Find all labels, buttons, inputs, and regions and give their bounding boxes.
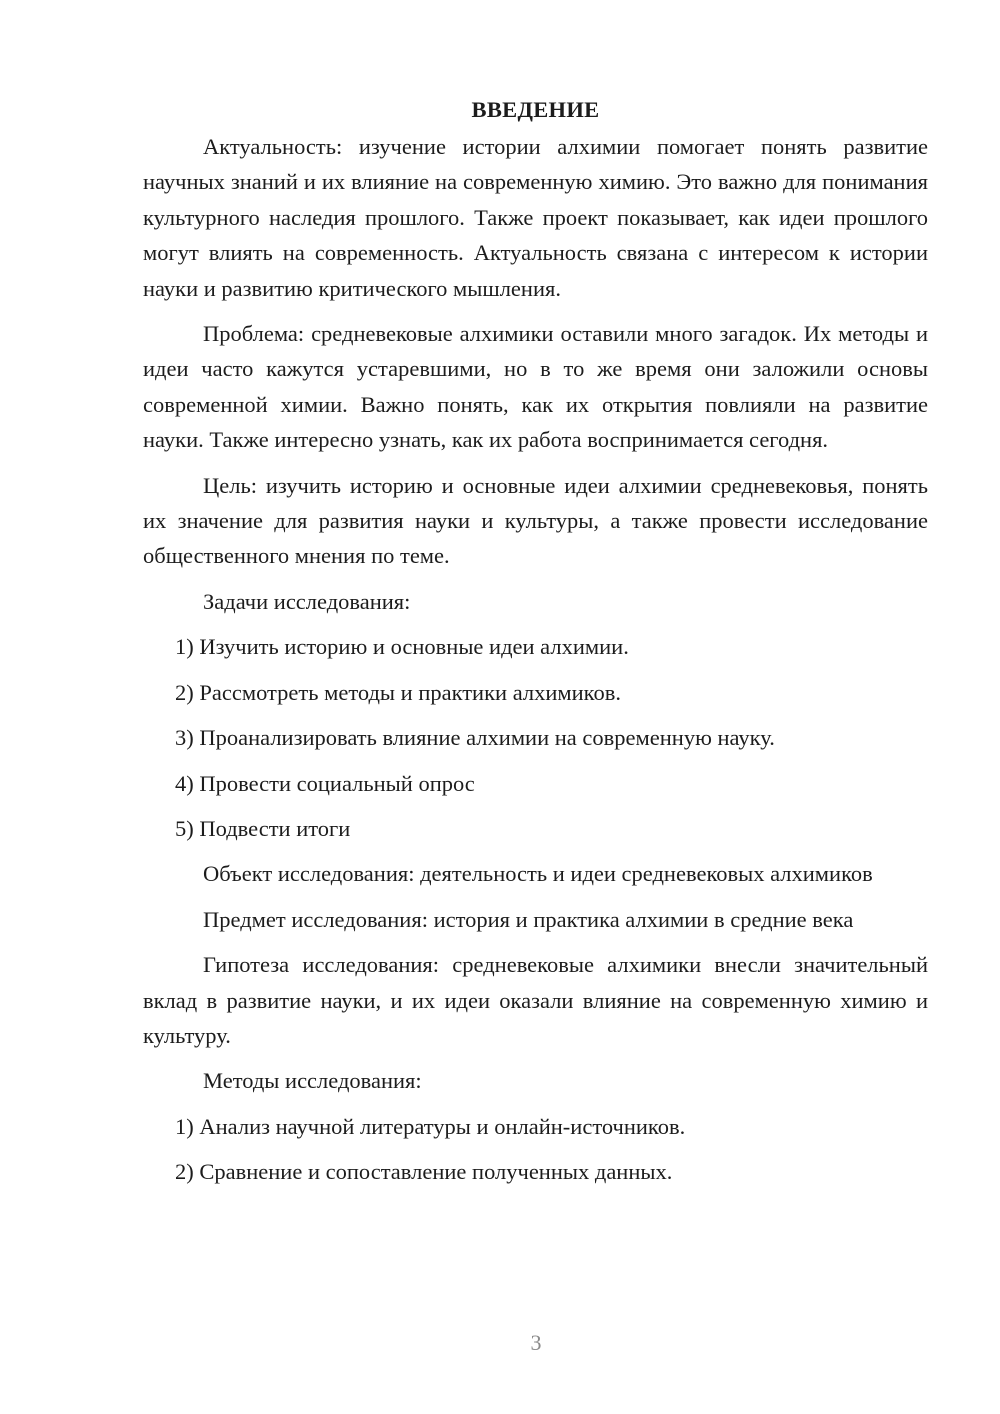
list-item: 5) Подвести итоги — [175, 815, 351, 841]
list-item: 1) Изучить историю и основные идеи алхимии. — [175, 634, 629, 660]
list-item: 3) Проанализировать влияние алхимии на современную науку. — [175, 725, 775, 751]
list-item: 2) Рассмотреть методы и практики алхимиков. — [175, 679, 621, 705]
methods-heading: Методы исследования: — [203, 1068, 422, 1094]
tasks-list — [143, 629, 928, 846]
object-paragraph: Объект исследования: деятельность и идеи средневековых алхимиков — [203, 861, 873, 887]
relevance-paragraph: Актуальность: изучение истории алхимии помогает понять развитие научных знаний и их влияние на современную химию. Это важно для понимания культурного наследия прошлого. Также проект показывает, как идеи прошлого могут влиять на современность. Актуальность связана с интересом к истории науки и развитию критического мышления. — [143, 134, 928, 301]
list-item: 1) Анализ научной литературы и онлайн-источников. — [175, 1113, 686, 1139]
list-item: 4) Провести социальный опрос — [175, 770, 475, 796]
goal-paragraph: Цель: изучить историю и основные идеи алхимии средневековья, понять их значение для развития науки и культуры, а также провести исследование общественного мнения по теме. — [143, 472, 928, 569]
page-title: ВВЕДЕНИЕ — [471, 97, 600, 122]
tasks-heading: Задачи исследования: — [203, 588, 411, 614]
page-content — [143, 92, 928, 1200]
methods-list — [143, 1109, 928, 1190]
page-number: 3 — [530, 1330, 542, 1355]
hypothesis-paragraph: Гипотеза исследования: средневековые алхимики внесли значительный вклад в развитие науки, и их идеи оказали влияние на современную химию и культуру. — [143, 952, 928, 1048]
list-item: 2) Сравнение и сопоставление полученных данных. — [175, 1159, 673, 1185]
subject-paragraph: Предмет исследования: история и практика алхимии в средние века — [203, 906, 854, 932]
problem-paragraph: Проблема: средневековые алхимики оставили много загадок. Их методы и идеи часто кажутся устаревшими, но в то же время они заложили основы современной химии. Важно понять, как их открытия повлияли на развитие науки. Также интересно узнать, как их работа воспринимается сегодня. — [143, 321, 928, 453]
